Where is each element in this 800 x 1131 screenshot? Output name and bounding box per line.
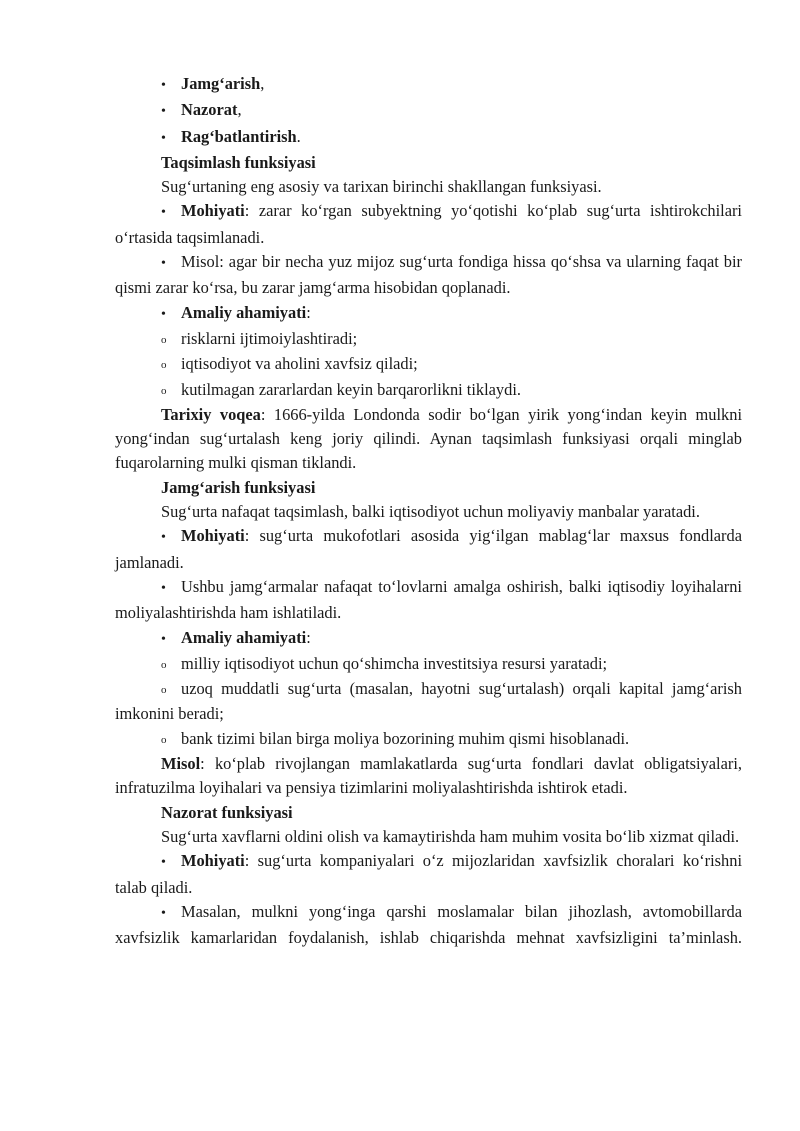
list-item-text: : zarar ko‘rgan subyektning yo‘qotishi ko‘plab sug‘urta ishtirokchilari o‘rtasida taqsimlanadi. bbox=[115, 201, 742, 247]
circle-bullet-icon: o bbox=[161, 658, 167, 671]
list-item-text: Masalan, mulkni yong‘inga qarshi moslamalar bilan jihozlash, avtomobillarda xavfsizlik kamarlaridan foydalanish, ishlab chiqarishda mehnat xavfsizligini ta’minlash. bbox=[115, 901, 742, 948]
list-item-text: : sug‘urta kompaniyalari o‘z mijozlaridan xavfsizlik choralari ko‘rishni talab qiladi. bbox=[115, 851, 742, 897]
sub-list-item bbox=[115, 327, 742, 352]
bullet-icon: • bbox=[161, 306, 166, 322]
list-item-text: : bbox=[306, 302, 311, 322]
list-item-text: Misol: agar bir necha yuz mijoz sug‘urta fondiga hissa qo‘shsa va ularning faqat bir qismi zarar ko‘rsa, bu zarar jamg‘arma hisobidan qoplanadi. bbox=[115, 252, 742, 298]
paragraph-text: Sug‘urtaning eng asosiy va tarixan birinchi shakllangan funksiyasi. bbox=[161, 177, 602, 197]
sub-list-item bbox=[115, 677, 742, 727]
list-item-lead: Jamg‘arish bbox=[181, 74, 261, 93]
bullet-icon: • bbox=[161, 631, 166, 647]
list-item bbox=[115, 524, 742, 575]
section-heading bbox=[115, 151, 742, 175]
section-heading-text: Nazorat funksiyasi bbox=[161, 802, 293, 822]
list-item bbox=[115, 301, 742, 327]
list-item-lead: Nazorat bbox=[181, 100, 238, 120]
circle-bullet-icon: o bbox=[161, 359, 167, 372]
bullet-icon: • bbox=[161, 78, 166, 93]
list-item-text: uzoq muddatli sug‘urta (masalan, hayotni sug‘urtalash) orqali kapital jamg‘arish imkonini beradi; bbox=[115, 679, 742, 724]
circle-bullet-icon: o bbox=[161, 384, 167, 397]
sub-list-item bbox=[115, 378, 742, 403]
bullet-icon: • bbox=[161, 205, 166, 221]
bullet-icon: • bbox=[161, 855, 166, 871]
list-item-text: bank tizimi bilan birga moliya bozorining muhim qismi hisoblanadi. bbox=[181, 728, 630, 748]
list-item-lead: Amaliy ahamiyati bbox=[181, 302, 307, 322]
bullet-icon: • bbox=[161, 530, 166, 546]
paragraph bbox=[115, 825, 742, 849]
list-item-lead: Mohiyati bbox=[181, 201, 245, 221]
list-item-lead: Mohiyati bbox=[181, 526, 245, 546]
list-item-text: . bbox=[296, 126, 301, 146]
paragraph bbox=[115, 752, 742, 801]
list-item bbox=[115, 72, 742, 98]
list-item-text: : bbox=[306, 627, 311, 647]
section-heading-text: Taqsimlash funksiyasi bbox=[161, 152, 316, 172]
list-item-text: kutilmagan zararlardan keyin barqarorlikni tiklaydi. bbox=[181, 379, 521, 399]
sub-list-item bbox=[115, 652, 742, 677]
paragraph-text: Sug‘urta nafaqat taqsimlash, balki iqtisodiyot uchun moliyaviy manbalar yaratadi. bbox=[161, 502, 700, 522]
paragraph-lead: Tarixiy voqea bbox=[161, 404, 261, 424]
bullet-icon: • bbox=[161, 104, 166, 120]
paragraph-text: : ko‘plab rivojlangan mamlakatlarda sug‘urta fondlari davlat obligatsiyalari, infratuzilma loyihalari va pensiya tizimlarini moliyalashtirishda ishtirok etadi. bbox=[115, 754, 742, 798]
list-item-text: Ushbu jamg‘armalar nafaqat to‘lovlarni amalga oshirish, balki iqtisodiy loyihalarni moliyalashtirishda ham ishlatiladi. bbox=[115, 576, 742, 623]
paragraph bbox=[115, 175, 742, 199]
list-item-lead: Mohiyati bbox=[181, 851, 245, 871]
list-item bbox=[115, 199, 742, 250]
list-item-lead: Rag‘batlantirish bbox=[181, 126, 297, 146]
bullet-icon: • bbox=[161, 130, 166, 146]
list-item bbox=[115, 125, 742, 151]
section-heading bbox=[115, 476, 742, 500]
list-item bbox=[115, 250, 742, 301]
circle-bullet-icon: o bbox=[161, 333, 167, 346]
sub-list-item bbox=[115, 352, 742, 377]
list-item-text: : sug‘urta mukofotlari asosida yig‘ilgan mablag‘lar maxsus fondlarda jamlanadi. bbox=[115, 526, 742, 572]
paragraph-text: : 1666-yilda Londonda sodir bo‘lgan yirik yong‘indan keyin mulkni yong‘indan sug‘urtalash keng joriy qilindi. Aynan taqsimlash funksiyasi orqali minglab fuqarolarning mulki qisman tiklandi. bbox=[115, 404, 742, 473]
circle-bullet-icon: o bbox=[161, 733, 167, 746]
list-item-text: , bbox=[237, 100, 242, 120]
list-item bbox=[115, 900, 742, 951]
list-item-text: risklarni ijtimoiylashtiradi; bbox=[181, 328, 358, 348]
list-item bbox=[115, 98, 742, 124]
list-item bbox=[115, 626, 742, 652]
circle-bullet-icon: o bbox=[161, 684, 167, 697]
paragraph-text: Sug‘urta xavflarni oldini olish va kamaytirishda ham muhim vosita bo‘lib xizmat qiladi. bbox=[161, 826, 740, 846]
list-item-lead: Amaliy ahamiyati bbox=[181, 627, 307, 647]
section-heading bbox=[115, 801, 742, 825]
list-item bbox=[115, 575, 742, 626]
bullet-icon: • bbox=[161, 256, 166, 272]
section-heading-text: Jamg‘arish funksiyasi bbox=[161, 477, 316, 497]
paragraph bbox=[115, 500, 742, 524]
sub-list-item bbox=[115, 727, 742, 752]
bullet-icon: • bbox=[161, 905, 166, 921]
list-item-text: iqtisodiyot va aholini xavfsiz qiladi; bbox=[181, 354, 418, 374]
bullet-icon: • bbox=[161, 580, 166, 596]
paragraph-lead: Misol bbox=[161, 754, 201, 774]
list-item-text: , bbox=[260, 74, 265, 93]
list-item bbox=[115, 849, 742, 900]
paragraph bbox=[115, 403, 742, 476]
list-item-text: milliy iqtisodiyot uchun qo‘shimcha investitsiya resursi yaratadi; bbox=[181, 653, 608, 673]
